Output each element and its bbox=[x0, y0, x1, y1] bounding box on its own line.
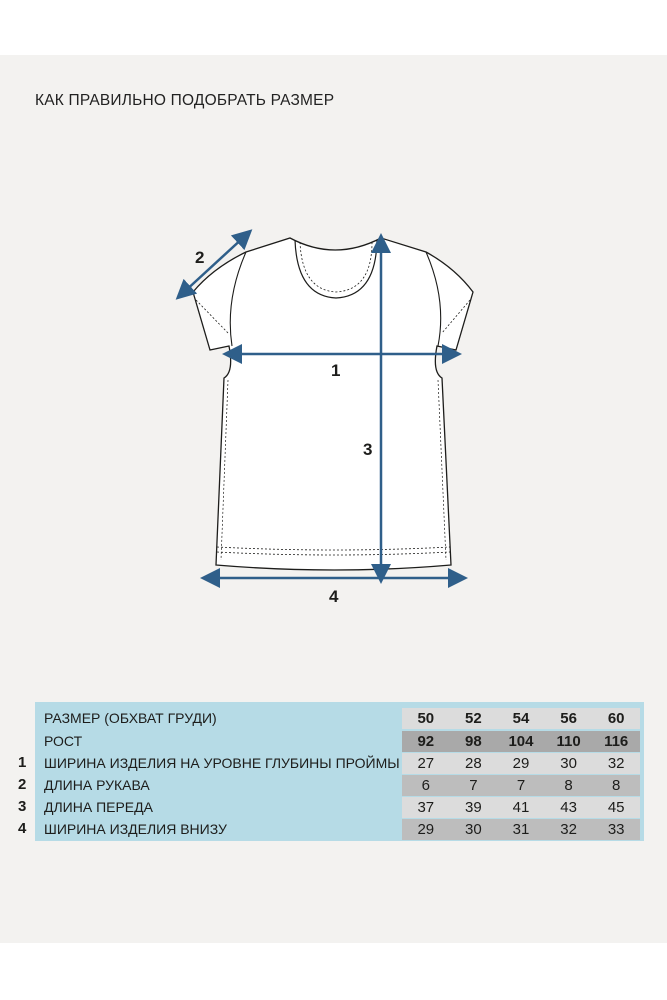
row-number-4: 4 bbox=[18, 820, 27, 837]
table-cell: 28 bbox=[465, 755, 482, 772]
page-title: КАК ПРАВИЛЬНО ПОДОБРАТЬ РАЗМЕР bbox=[35, 92, 335, 109]
table-cell: 110 bbox=[556, 733, 581, 750]
table-cell: 29 bbox=[417, 821, 435, 838]
table-cell: 31 bbox=[512, 821, 530, 838]
table-cell: 7 bbox=[469, 777, 478, 794]
row-label: ШИРИНА ИЗДЕЛИЯ НА УРОВНЕ ГЛУБИНЫ ПРОЙМЫ bbox=[44, 755, 400, 771]
marker-1: 1 bbox=[331, 361, 341, 380]
marker-3: 3 bbox=[363, 440, 373, 459]
table-cell: 41 bbox=[512, 799, 530, 816]
row-number-1: 1 bbox=[18, 754, 27, 771]
table-cell: 116 bbox=[604, 733, 629, 750]
table-cell: 7 bbox=[516, 777, 526, 794]
row-values bbox=[402, 731, 640, 752]
table-cell: 43 bbox=[560, 799, 577, 816]
table-cell: 27 bbox=[417, 755, 435, 772]
tshirt-outline bbox=[193, 238, 473, 570]
row-label: РАЗМЕР (ОБХВАТ ГРУДИ) bbox=[44, 710, 217, 726]
table-cell: 30 bbox=[465, 821, 482, 838]
row-values bbox=[402, 797, 640, 818]
table-row bbox=[35, 797, 644, 818]
table-cell: 54 bbox=[512, 710, 530, 727]
table-row bbox=[35, 708, 644, 729]
table-cell: 50 bbox=[417, 710, 435, 727]
table-row bbox=[35, 731, 644, 752]
table-cell: 32 bbox=[607, 755, 625, 772]
row-values bbox=[402, 775, 640, 796]
table-cell: 30 bbox=[560, 755, 577, 772]
table-cell: 98 bbox=[465, 733, 482, 750]
table-cell: 92 bbox=[417, 733, 435, 750]
row-label: ДЛИНА ПЕРЕДА bbox=[44, 799, 153, 815]
row-values bbox=[402, 819, 640, 840]
table-cell: 32 bbox=[560, 821, 577, 838]
table-cell: 37 bbox=[417, 799, 435, 816]
table-row bbox=[35, 775, 644, 796]
row-label: ШИРИНА ИЗДЕЛИЯ ВНИЗУ bbox=[44, 821, 227, 837]
table-cell: 104 bbox=[508, 733, 534, 750]
row-values bbox=[402, 753, 640, 774]
row-label: ДЛИНА РУКАВА bbox=[44, 777, 150, 793]
row-number-2: 2 bbox=[18, 776, 27, 793]
size-table bbox=[35, 702, 644, 841]
table-cell: 33 bbox=[607, 821, 625, 838]
marker-4: 4 bbox=[329, 587, 339, 606]
table-cell: 8 bbox=[612, 777, 621, 794]
table-cell: 29 bbox=[512, 755, 530, 772]
table-cell: 45 bbox=[607, 799, 625, 816]
table-row bbox=[35, 753, 644, 774]
marker-2: 2 bbox=[195, 248, 205, 267]
table-cell: 60 bbox=[607, 710, 625, 727]
table-cell: 56 bbox=[560, 710, 577, 727]
table-row bbox=[35, 819, 644, 840]
row-values bbox=[402, 708, 640, 729]
table-cell: 8 bbox=[564, 777, 573, 794]
table-cell: 39 bbox=[465, 799, 482, 816]
table-cell: 6 bbox=[421, 777, 430, 794]
table-cell: 52 bbox=[465, 710, 482, 727]
row-number-3: 3 bbox=[18, 798, 27, 815]
row-label: РОСТ bbox=[44, 733, 83, 749]
